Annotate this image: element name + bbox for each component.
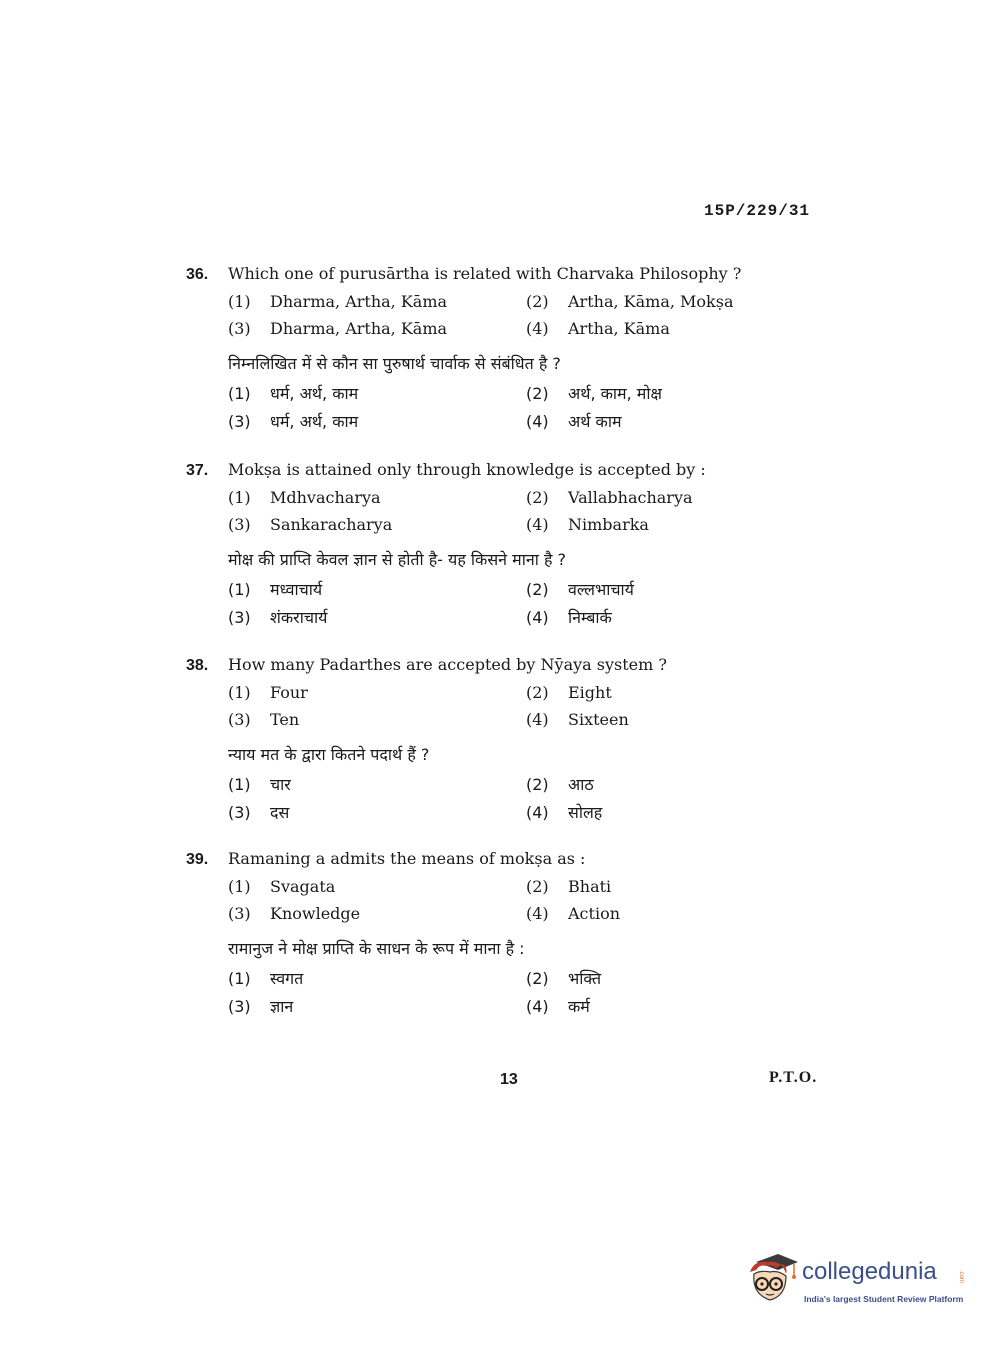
question-number: 36. [186, 266, 209, 283]
option-text: धर्म, अर्थ, काम [270, 384, 359, 403]
pto-label: P.T.O. [769, 1069, 818, 1086]
option-label: (4) [526, 608, 549, 627]
option-row [186, 683, 806, 710]
hindi-option-2 [526, 578, 634, 600]
hindi-question-text: न्याय मत के द्वारा कितने पदार्थ हैं ? [228, 745, 430, 764]
option-label: (3) [228, 997, 251, 1016]
option-row [186, 292, 806, 319]
option-text: आठ [568, 775, 594, 794]
hindi-option-1 [228, 967, 526, 989]
hindi-option-row [186, 967, 806, 995]
hindi-option-3 [228, 801, 526, 823]
option-2 [526, 292, 733, 311]
hindi-option-4 [526, 995, 590, 1017]
hindi-option-4 [526, 410, 622, 432]
page-number: 13 [500, 1071, 518, 1088]
question-line [186, 655, 806, 683]
hindi-option-row [186, 382, 806, 410]
question-number: 38. [186, 657, 209, 674]
option-label: (3) [228, 904, 251, 923]
hindi-option-3 [228, 995, 526, 1017]
option-text: Four [270, 683, 308, 702]
option-text: Dharma, Artha, Kāma [270, 319, 448, 338]
option-label: (2) [526, 775, 549, 794]
option-label: (2) [526, 292, 549, 311]
option-row [186, 877, 806, 904]
option-row [186, 515, 806, 542]
option-label: (4) [526, 997, 549, 1016]
option-label: (1) [228, 775, 251, 794]
option-label: (3) [228, 803, 251, 822]
option-text: Mdhvacharya [270, 488, 381, 507]
option-label: (1) [228, 384, 251, 403]
option-label: (2) [526, 969, 549, 988]
option-text: Artha, Kāma, Mokṣa [568, 292, 734, 311]
option-label: (4) [526, 515, 549, 534]
hindi-option-1 [228, 773, 526, 795]
option-3 [228, 319, 526, 338]
question-text: Which one of purusārtha is related with Charvaka Philosophy ? [228, 264, 742, 283]
option-1 [228, 488, 526, 507]
question-number: 39. [186, 851, 209, 868]
option-label: (4) [526, 710, 549, 729]
option-label: (3) [228, 412, 251, 431]
option-label: (2) [526, 683, 549, 702]
hindi-option-4 [526, 801, 602, 823]
option-row [186, 904, 806, 931]
option-row [186, 710, 806, 737]
hindi-option-row [186, 410, 806, 438]
option-label: (4) [526, 904, 549, 923]
option-4 [526, 710, 629, 729]
question-number: 37. [186, 462, 209, 479]
option-label: (2) [526, 384, 549, 403]
option-1 [228, 877, 526, 896]
option-text: भक्ति [568, 969, 602, 988]
question-39 [186, 849, 806, 1027]
option-2 [526, 877, 611, 896]
option-label: (3) [228, 608, 251, 627]
option-text: कर्म [568, 997, 590, 1016]
option-label: (4) [526, 319, 549, 338]
option-text: मध्वाचार्य [270, 580, 323, 599]
hindi-option-2 [526, 967, 601, 989]
collegedunia-watermark [742, 1250, 972, 1310]
option-3 [228, 904, 526, 923]
option-3 [228, 710, 526, 729]
option-2 [526, 683, 612, 702]
question-line [186, 264, 806, 292]
option-text: अर्थ काम [568, 412, 622, 431]
hindi-option-row [186, 578, 806, 606]
hindi-question-text: मोक्ष की प्राप्ति केवल ज्ञान से होती है- यह किसने माना है ? [228, 550, 567, 569]
question-text: Ramaning a admits the means of mokṣa as : [228, 849, 586, 868]
hindi-option-4 [526, 606, 612, 628]
option-text: वल्लभाचार्य [568, 580, 634, 599]
option-label: (2) [526, 488, 549, 507]
option-1 [228, 683, 526, 702]
option-label: (1) [228, 969, 251, 988]
option-label: (4) [526, 803, 549, 822]
option-label: (3) [228, 319, 251, 338]
option-text: Dharma, Artha, Kāma [270, 292, 448, 311]
option-label: (4) [526, 412, 549, 431]
option-text: Sankaracharya [270, 515, 393, 534]
hindi-question-text: निम्नलिखित में से कौन सा पुरुषार्थ चार्वाक से संबंधित है ? [228, 354, 561, 373]
option-label: (3) [228, 710, 251, 729]
hindi-question-text: रामानुज ने मोक्ष प्राप्ति के साधन के रूप में माना है : [228, 939, 525, 958]
question-text: Mokṣa is attained only through knowledge is accepted by : [228, 460, 706, 479]
brand-suffix: .com [958, 1270, 964, 1284]
hindi-option-2 [526, 773, 594, 795]
option-1 [228, 292, 526, 311]
option-label: (1) [228, 292, 251, 311]
hindi-option-2 [526, 382, 662, 404]
hindi-option-row [186, 995, 806, 1027]
option-4 [526, 515, 649, 534]
option-text: स्वगत [270, 969, 304, 988]
hindi-option-1 [228, 578, 526, 600]
question-text: How many Padarthes are accepted by Nȳaya system ? [228, 655, 667, 674]
option-text: Artha, Kāma [568, 319, 670, 338]
option-text: Bhati [568, 877, 612, 896]
brand-tagline: India's largest Student Review Platform [804, 1294, 964, 1304]
hindi-option-3 [228, 606, 526, 628]
question-line [186, 849, 806, 877]
option-label: (2) [526, 877, 549, 896]
option-text: Svagata [270, 877, 336, 896]
option-text: दस [270, 803, 290, 822]
option-text: निम्बार्क [568, 608, 612, 627]
question-line [186, 460, 806, 488]
option-label: (2) [526, 580, 549, 599]
question-38 [186, 655, 806, 829]
option-text: Sixteen [568, 710, 629, 729]
hindi-option-3 [228, 410, 526, 432]
option-text: सोलह [568, 803, 603, 822]
option-text: Ten [270, 710, 300, 729]
option-4 [526, 904, 620, 923]
question-36 [186, 264, 806, 438]
brand-name: collegedunia [802, 1258, 937, 1285]
option-text: Action [568, 904, 620, 923]
option-label: (3) [228, 515, 251, 534]
mascot-logo-icon [742, 1250, 800, 1308]
option-text: धर्म, अर्थ, काम [270, 412, 359, 431]
option-row [186, 319, 806, 346]
option-label: (1) [228, 488, 251, 507]
hindi-option-row [186, 801, 806, 829]
option-text: ज्ञान [270, 997, 294, 1016]
option-label: (1) [228, 683, 251, 702]
option-4 [526, 319, 670, 338]
hindi-option-1 [228, 382, 526, 404]
option-text: Knowledge [270, 904, 361, 923]
option-2 [526, 488, 693, 507]
question-37 [186, 460, 806, 634]
option-text: चार [270, 775, 291, 794]
option-text: Nimbarka [568, 515, 649, 534]
option-label: (1) [228, 580, 251, 599]
hindi-option-row [186, 773, 806, 801]
option-text: Eight [568, 683, 612, 702]
option-label: (1) [228, 877, 251, 896]
option-text: Vallabhacharya [568, 488, 693, 507]
paper-code: 15P/229/31 [704, 202, 811, 220]
hindi-option-row [186, 606, 806, 634]
option-text: अर्थ, काम, मोक्ष [568, 384, 662, 403]
option-3 [228, 515, 526, 534]
option-row [186, 488, 806, 515]
option-text: शंकराचार्य [270, 608, 328, 627]
